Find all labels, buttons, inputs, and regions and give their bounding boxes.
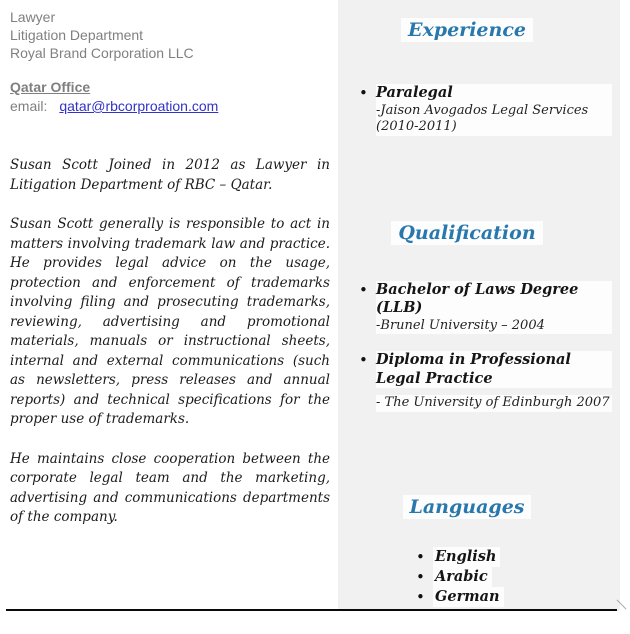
job-title: Lawyer [10, 9, 56, 25]
item-detail: -Jaison Avogados Legal Services (2010-2011) [376, 103, 612, 136]
list-item [416, 547, 620, 567]
item-detail: -Brunel University – 2004 [376, 318, 612, 335]
bottom-border-rule [6, 609, 617, 611]
section-heading-experience [338, 17, 620, 44]
item-title: Diploma in Professional Legal Practice [376, 351, 612, 388]
bullet-icon: • [416, 567, 425, 586]
language-label: English [433, 547, 500, 567]
item-title: Bachelor of Laws Degree (LLB) [376, 281, 612, 318]
email-line [10, 97, 330, 115]
item-title: Paralegal [376, 84, 612, 103]
office-block [10, 78, 330, 115]
languages-heading-text: Languages [403, 495, 532, 519]
list-item [416, 567, 620, 587]
section-heading-qualification [338, 220, 620, 247]
item-detail: - The University of Edinburgh 2007 [376, 395, 612, 412]
email-label: email: [10, 98, 48, 114]
qualification-heading-text: Qualification [391, 221, 542, 245]
responsibilities-paragraph: Susan Scott generally is responsible to act in matters involving trademark law and practice. He provides legal advice on the usage, protection and enforcement of trademarks involving filing and prosecuting trademarks, reviewing, advertising and promotional materials, manuals or instructional sheets, internal and external communications (such as newsletters, press releases and annual reports) and technical specifications for the proper use of trademarks. [10, 216, 330, 427]
bullet-icon: • [416, 547, 425, 566]
list-item [359, 351, 612, 412]
qualification-item-body [376, 281, 612, 335]
cooperation-paragraph: He maintains close cooperation between the corporate legal team and the marketing, advertising and communications departments of the company. [10, 450, 330, 525]
right-panel [338, 0, 620, 611]
job-info-block [10, 8, 330, 62]
experience-items [338, 84, 620, 136]
bullet-icon: • [359, 84, 368, 102]
intro-paragraph: Susan Scott Joined in 2012 as Lawyer in Litigation Department of RBC – Qatar. [10, 157, 330, 193]
language-label: Arabic [433, 567, 492, 587]
list-item [359, 84, 612, 136]
language-label: German [433, 587, 504, 607]
bullet-icon: • [416, 587, 425, 606]
section-heading-languages [338, 494, 620, 521]
qualification-items [338, 281, 620, 412]
bullet-icon: • [359, 280, 368, 299]
email-link[interactable]: qatar@rbcorproation.com [59, 98, 219, 114]
job-company: Royal Brand Corporation LLC [10, 45, 194, 61]
language-items [338, 547, 620, 607]
office-title: Qatar Office [10, 79, 91, 95]
list-item [416, 587, 620, 607]
list-item [359, 281, 612, 335]
job-department: Litigation Department [10, 27, 144, 43]
qualification-item-body [376, 351, 612, 412]
experience-item-body [376, 84, 612, 136]
experience-heading-text: Experience [401, 18, 533, 42]
bullet-icon: • [359, 351, 368, 369]
